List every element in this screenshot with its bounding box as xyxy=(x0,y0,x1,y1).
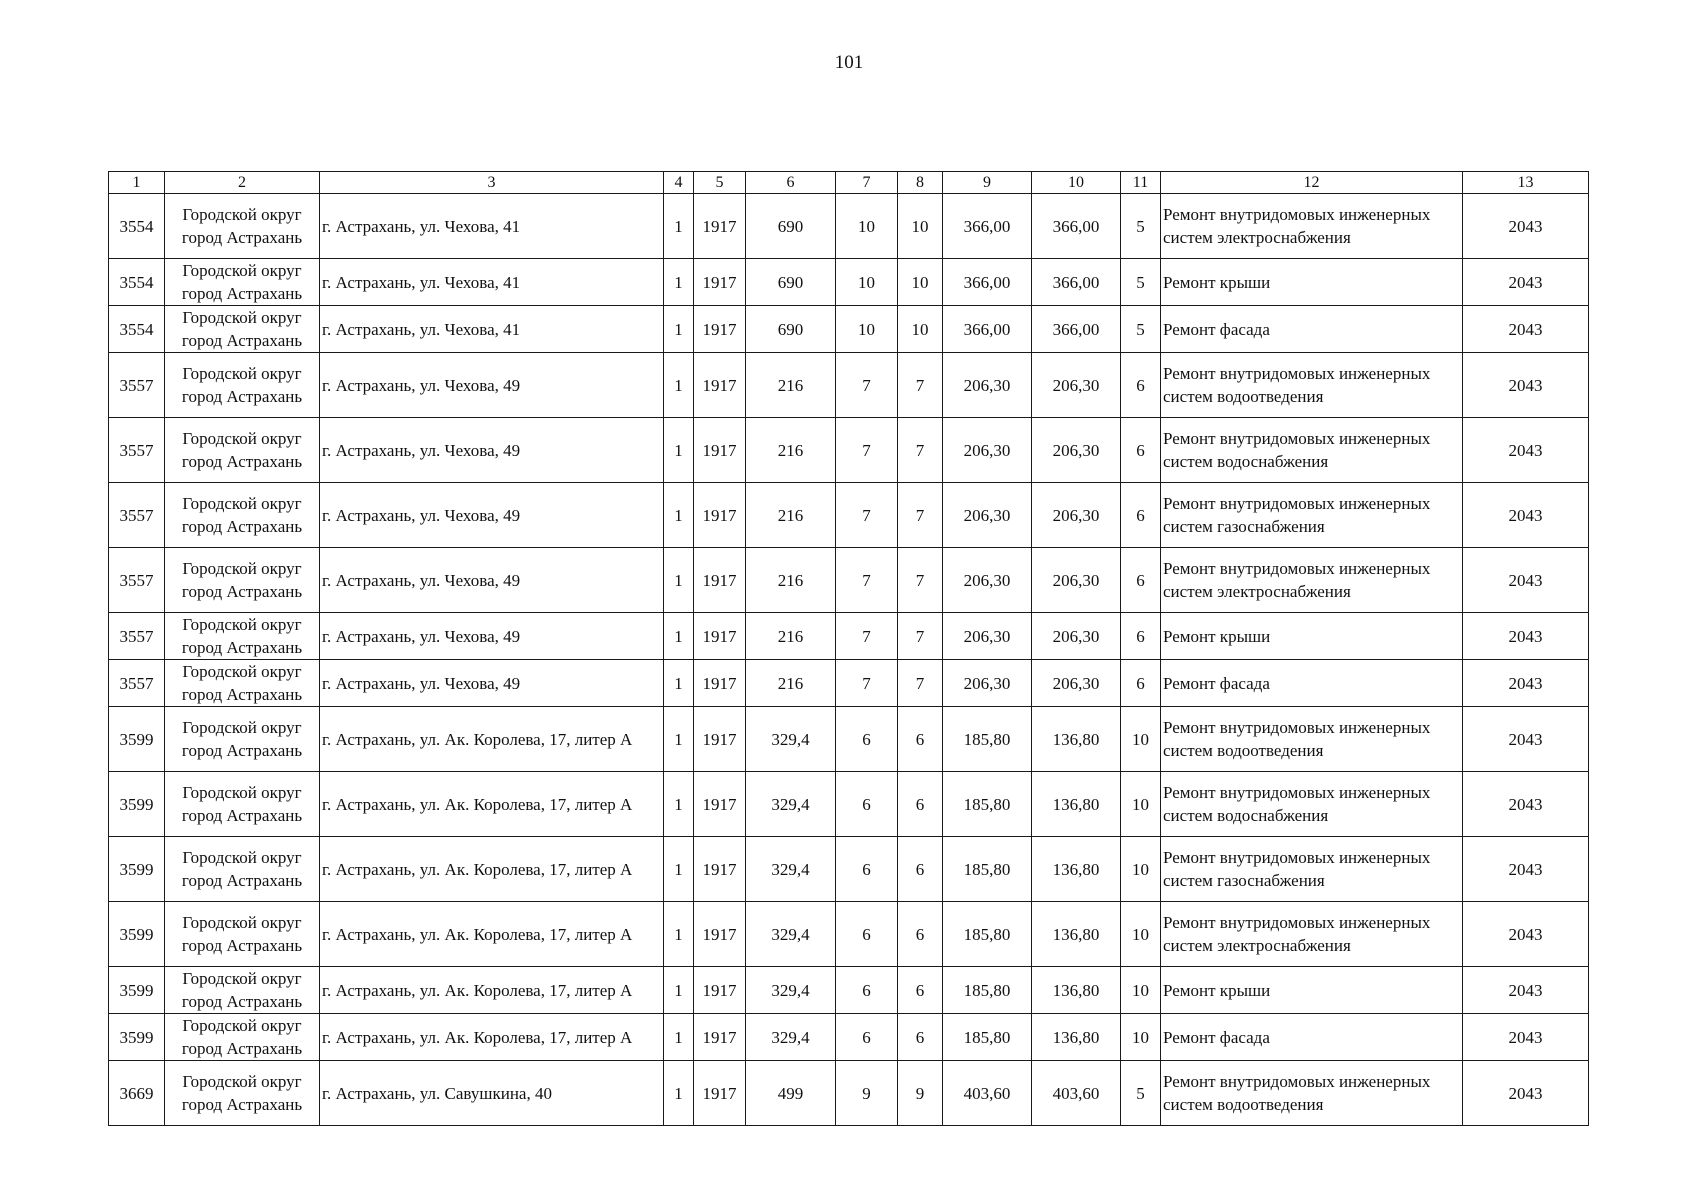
col10-cell: 403,60 xyxy=(1032,1061,1121,1126)
record-id-cell: 3554 xyxy=(109,306,165,353)
year-built-cell: 1917 xyxy=(694,418,746,483)
address-cell: г. Астрахань, ул. Чехова, 41 xyxy=(320,259,664,306)
col8-cell: 6 xyxy=(898,837,943,902)
municipality-cell: Городской округ город Астрахань xyxy=(165,772,320,837)
planned-year-cell: 2043 xyxy=(1463,660,1589,707)
col7-cell: 10 xyxy=(836,194,898,259)
col11-cell: 10 xyxy=(1121,1014,1161,1061)
column-number-header: 8 xyxy=(898,172,943,194)
col10-cell: 136,80 xyxy=(1032,772,1121,837)
col9-cell: 366,00 xyxy=(943,259,1032,306)
record-id-cell: 3669 xyxy=(109,1061,165,1126)
col7-cell: 10 xyxy=(836,306,898,353)
year-built-cell: 1917 xyxy=(694,1061,746,1126)
col10-cell: 136,80 xyxy=(1032,902,1121,967)
col10-cell: 136,80 xyxy=(1032,837,1121,902)
area-cell: 216 xyxy=(746,660,836,707)
municipality-cell: Городской округ город Астрахань xyxy=(165,707,320,772)
area-cell: 690 xyxy=(746,194,836,259)
col8-cell: 7 xyxy=(898,660,943,707)
work-type-cell: Ремонт крыши xyxy=(1161,613,1463,660)
column-number-header: 13 xyxy=(1463,172,1589,194)
address-cell: г. Астрахань, ул. Чехова, 49 xyxy=(320,353,664,418)
record-id-cell: 3554 xyxy=(109,259,165,306)
col4-cell: 1 xyxy=(664,902,694,967)
record-id-cell: 3557 xyxy=(109,483,165,548)
planned-year-cell: 2043 xyxy=(1463,418,1589,483)
col10-cell: 206,30 xyxy=(1032,613,1121,660)
column-number-header: 1 xyxy=(109,172,165,194)
area-cell: 216 xyxy=(746,418,836,483)
municipality-cell: Городской округ город Астрахань xyxy=(165,194,320,259)
col8-cell: 6 xyxy=(898,772,943,837)
col4-cell: 1 xyxy=(664,660,694,707)
area-cell: 329,4 xyxy=(746,902,836,967)
col11-cell: 5 xyxy=(1121,1061,1161,1126)
record-id-cell: 3599 xyxy=(109,902,165,967)
col7-cell: 6 xyxy=(836,967,898,1014)
address-cell: г. Астрахань, ул. Ак. Королева, 17, литер А xyxy=(320,772,664,837)
col4-cell: 1 xyxy=(664,548,694,613)
work-type-cell: Ремонт внутридомовых инженерных систем водоотведения xyxy=(1161,707,1463,772)
year-built-cell: 1917 xyxy=(694,660,746,707)
col8-cell: 10 xyxy=(898,194,943,259)
col8-cell: 9 xyxy=(898,1061,943,1126)
col4-cell: 1 xyxy=(664,772,694,837)
col9-cell: 206,30 xyxy=(943,613,1032,660)
col4-cell: 1 xyxy=(664,194,694,259)
col8-cell: 7 xyxy=(898,418,943,483)
municipality-cell: Городской округ город Астрахань xyxy=(165,353,320,418)
col4-cell: 1 xyxy=(664,306,694,353)
planned-year-cell: 2043 xyxy=(1463,353,1589,418)
col11-cell: 5 xyxy=(1121,306,1161,353)
col10-cell: 136,80 xyxy=(1032,1014,1121,1061)
col11-cell: 10 xyxy=(1121,967,1161,1014)
col10-cell: 366,00 xyxy=(1032,259,1121,306)
municipality-cell: Городской округ город Астрахань xyxy=(165,259,320,306)
area-cell: 216 xyxy=(746,483,836,548)
record-id-cell: 3599 xyxy=(109,1014,165,1061)
address-cell: г. Астрахань, ул. Ак. Королева, 17, литер А xyxy=(320,1014,664,1061)
col11-cell: 10 xyxy=(1121,707,1161,772)
table-row xyxy=(109,353,1589,418)
record-id-cell: 3557 xyxy=(109,660,165,707)
col8-cell: 6 xyxy=(898,967,943,1014)
planned-year-cell: 2043 xyxy=(1463,259,1589,306)
col10-cell: 206,30 xyxy=(1032,483,1121,548)
column-number-header: 6 xyxy=(746,172,836,194)
col10-cell: 206,30 xyxy=(1032,353,1121,418)
municipality-cell: Городской округ город Астрахань xyxy=(165,306,320,353)
col7-cell: 6 xyxy=(836,1014,898,1061)
year-built-cell: 1917 xyxy=(694,707,746,772)
col8-cell: 6 xyxy=(898,902,943,967)
col7-cell: 7 xyxy=(836,353,898,418)
area-cell: 329,4 xyxy=(746,1014,836,1061)
municipality-cell: Городской округ город Астрахань xyxy=(165,1061,320,1126)
page-number: 101 xyxy=(834,52,864,73)
col8-cell: 7 xyxy=(898,353,943,418)
year-built-cell: 1917 xyxy=(694,548,746,613)
municipality-cell: Городской округ город Астрахань xyxy=(165,418,320,483)
table-row xyxy=(109,418,1589,483)
column-number-header: 4 xyxy=(664,172,694,194)
area-cell: 329,4 xyxy=(746,707,836,772)
col7-cell: 7 xyxy=(836,660,898,707)
col10-cell: 206,30 xyxy=(1032,548,1121,613)
record-id-cell: 3599 xyxy=(109,837,165,902)
col11-cell: 10 xyxy=(1121,837,1161,902)
col9-cell: 185,80 xyxy=(943,1014,1032,1061)
record-id-cell: 3557 xyxy=(109,418,165,483)
work-type-cell: Ремонт внутридомовых инженерных систем электроснабжения xyxy=(1161,194,1463,259)
address-cell: г. Астрахань, ул. Чехова, 49 xyxy=(320,418,664,483)
work-type-cell: Ремонт внутридомовых инженерных систем водоотведения xyxy=(1161,1061,1463,1126)
col7-cell: 6 xyxy=(836,707,898,772)
record-id-cell: 3557 xyxy=(109,613,165,660)
col4-cell: 1 xyxy=(664,707,694,772)
municipality-cell: Городской округ город Астрахань xyxy=(165,548,320,613)
year-built-cell: 1917 xyxy=(694,194,746,259)
table-row xyxy=(109,483,1589,548)
planned-year-cell: 2043 xyxy=(1463,967,1589,1014)
col7-cell: 6 xyxy=(836,837,898,902)
year-built-cell: 1917 xyxy=(694,306,746,353)
col9-cell: 206,30 xyxy=(943,548,1032,613)
address-cell: г. Астрахань, ул. Чехова, 41 xyxy=(320,306,664,353)
table-row xyxy=(109,1061,1589,1126)
col11-cell: 6 xyxy=(1121,353,1161,418)
work-type-cell: Ремонт внутридомовых инженерных систем водоснабжения xyxy=(1161,418,1463,483)
col10-cell: 206,30 xyxy=(1032,660,1121,707)
record-id-cell: 3557 xyxy=(109,353,165,418)
work-type-cell: Ремонт внутридомовых инженерных систем электроснабжения xyxy=(1161,902,1463,967)
municipality-cell: Городской округ город Астрахань xyxy=(165,483,320,548)
planned-year-cell: 2043 xyxy=(1463,707,1589,772)
col11-cell: 6 xyxy=(1121,613,1161,660)
address-cell: г. Астрахань, ул. Ак. Королева, 17, литер А xyxy=(320,707,664,772)
col4-cell: 1 xyxy=(664,967,694,1014)
column-number-header: 12 xyxy=(1161,172,1463,194)
municipality-cell: Городской округ город Астрахань xyxy=(165,613,320,660)
column-number-header: 9 xyxy=(943,172,1032,194)
col10-cell: 366,00 xyxy=(1032,306,1121,353)
area-cell: 499 xyxy=(746,1061,836,1126)
column-number-header: 2 xyxy=(165,172,320,194)
col9-cell: 185,80 xyxy=(943,772,1032,837)
table-row xyxy=(109,259,1589,306)
col11-cell: 6 xyxy=(1121,418,1161,483)
col8-cell: 7 xyxy=(898,483,943,548)
col8-cell: 10 xyxy=(898,259,943,306)
record-id-cell: 3599 xyxy=(109,772,165,837)
col10-cell: 136,80 xyxy=(1032,967,1121,1014)
col7-cell: 6 xyxy=(836,772,898,837)
column-number-header: 3 xyxy=(320,172,664,194)
col11-cell: 10 xyxy=(1121,902,1161,967)
work-type-cell: Ремонт фасада xyxy=(1161,306,1463,353)
col10-cell: 136,80 xyxy=(1032,707,1121,772)
col8-cell: 6 xyxy=(898,707,943,772)
year-built-cell: 1917 xyxy=(694,1014,746,1061)
col7-cell: 7 xyxy=(836,613,898,660)
repair-schedule-table xyxy=(108,171,1589,1126)
col11-cell: 5 xyxy=(1121,194,1161,259)
col4-cell: 1 xyxy=(664,483,694,548)
area-cell: 329,4 xyxy=(746,837,836,902)
planned-year-cell: 2043 xyxy=(1463,548,1589,613)
planned-year-cell: 2043 xyxy=(1463,1061,1589,1126)
column-number-header: 11 xyxy=(1121,172,1161,194)
table-row xyxy=(109,772,1589,837)
area-cell: 329,4 xyxy=(746,967,836,1014)
record-id-cell: 3554 xyxy=(109,194,165,259)
municipality-cell: Городской округ город Астрахань xyxy=(165,902,320,967)
col9-cell: 185,80 xyxy=(943,837,1032,902)
table-row xyxy=(109,306,1589,353)
planned-year-cell: 2043 xyxy=(1463,837,1589,902)
planned-year-cell: 2043 xyxy=(1463,306,1589,353)
col9-cell: 185,80 xyxy=(943,967,1032,1014)
column-number-header: 10 xyxy=(1032,172,1121,194)
col9-cell: 185,80 xyxy=(943,902,1032,967)
work-type-cell: Ремонт крыши xyxy=(1161,967,1463,1014)
col9-cell: 206,30 xyxy=(943,353,1032,418)
col9-cell: 206,30 xyxy=(943,660,1032,707)
work-type-cell: Ремонт фасада xyxy=(1161,660,1463,707)
address-cell: г. Астрахань, ул. Ак. Королева, 17, литер А xyxy=(320,902,664,967)
col4-cell: 1 xyxy=(664,418,694,483)
address-cell: г. Астрахань, ул. Ак. Королева, 17, литер А xyxy=(320,967,664,1014)
address-cell: г. Астрахань, ул. Чехова, 49 xyxy=(320,660,664,707)
header-row xyxy=(109,172,1589,194)
col9-cell: 403,60 xyxy=(943,1061,1032,1126)
col9-cell: 366,00 xyxy=(943,194,1032,259)
planned-year-cell: 2043 xyxy=(1463,194,1589,259)
planned-year-cell: 2043 xyxy=(1463,1014,1589,1061)
record-id-cell: 3599 xyxy=(109,967,165,1014)
col8-cell: 10 xyxy=(898,306,943,353)
col4-cell: 1 xyxy=(664,1014,694,1061)
table-row xyxy=(109,967,1589,1014)
address-cell: г. Астрахань, ул. Чехова, 41 xyxy=(320,194,664,259)
col11-cell: 6 xyxy=(1121,548,1161,613)
municipality-cell: Городской округ город Астрахань xyxy=(165,967,320,1014)
municipality-cell: Городской округ город Астрахань xyxy=(165,1014,320,1061)
col4-cell: 1 xyxy=(664,353,694,418)
municipality-cell: Городской округ город Астрахань xyxy=(165,660,320,707)
municipality-cell: Городской округ город Астрахань xyxy=(165,837,320,902)
table-row xyxy=(109,548,1589,613)
col11-cell: 5 xyxy=(1121,259,1161,306)
address-cell: г. Астрахань, ул. Савушкина, 40 xyxy=(320,1061,664,1126)
work-type-cell: Ремонт внутридомовых инженерных систем газоснабжения xyxy=(1161,837,1463,902)
area-cell: 329,4 xyxy=(746,772,836,837)
col9-cell: 185,80 xyxy=(943,707,1032,772)
year-built-cell: 1917 xyxy=(694,837,746,902)
table-row xyxy=(109,194,1589,259)
planned-year-cell: 2043 xyxy=(1463,483,1589,548)
col11-cell: 10 xyxy=(1121,772,1161,837)
work-type-cell: Ремонт крыши xyxy=(1161,259,1463,306)
address-cell: г. Астрахань, ул. Чехова, 49 xyxy=(320,613,664,660)
area-cell: 216 xyxy=(746,353,836,418)
col9-cell: 206,30 xyxy=(943,483,1032,548)
table-row xyxy=(109,613,1589,660)
year-built-cell: 1917 xyxy=(694,353,746,418)
year-built-cell: 1917 xyxy=(694,772,746,837)
year-built-cell: 1917 xyxy=(694,967,746,1014)
table-row xyxy=(109,707,1589,772)
record-id-cell: 3557 xyxy=(109,548,165,613)
column-number-header: 5 xyxy=(694,172,746,194)
record-id-cell: 3599 xyxy=(109,707,165,772)
address-cell: г. Астрахань, ул. Ак. Королева, 17, литер А xyxy=(320,837,664,902)
table-row xyxy=(109,837,1589,902)
col7-cell: 6 xyxy=(836,902,898,967)
table-row xyxy=(109,902,1589,967)
planned-year-cell: 2043 xyxy=(1463,902,1589,967)
work-type-cell: Ремонт внутридомовых инженерных систем электроснабжения xyxy=(1161,548,1463,613)
col4-cell: 1 xyxy=(664,837,694,902)
col11-cell: 6 xyxy=(1121,483,1161,548)
planned-year-cell: 2043 xyxy=(1463,772,1589,837)
col4-cell: 1 xyxy=(664,1061,694,1126)
work-type-cell: Ремонт внутридомовых инженерных систем водоснабжения xyxy=(1161,772,1463,837)
col8-cell: 6 xyxy=(898,1014,943,1061)
column-number-header: 7 xyxy=(836,172,898,194)
col8-cell: 7 xyxy=(898,548,943,613)
year-built-cell: 1917 xyxy=(694,259,746,306)
col7-cell: 9 xyxy=(836,1061,898,1126)
col7-cell: 7 xyxy=(836,483,898,548)
address-cell: г. Астрахань, ул. Чехова, 49 xyxy=(320,548,664,613)
work-type-cell: Ремонт фасада xyxy=(1161,1014,1463,1061)
year-built-cell: 1917 xyxy=(694,483,746,548)
col7-cell: 7 xyxy=(836,548,898,613)
col10-cell: 206,30 xyxy=(1032,418,1121,483)
area-cell: 216 xyxy=(746,548,836,613)
address-cell: г. Астрахань, ул. Чехова, 49 xyxy=(320,483,664,548)
work-type-cell: Ремонт внутридомовых инженерных систем газоснабжения xyxy=(1161,483,1463,548)
col11-cell: 6 xyxy=(1121,660,1161,707)
col10-cell: 366,00 xyxy=(1032,194,1121,259)
table-row xyxy=(109,660,1589,707)
table-row xyxy=(109,1014,1589,1061)
col4-cell: 1 xyxy=(664,259,694,306)
year-built-cell: 1917 xyxy=(694,902,746,967)
area-cell: 690 xyxy=(746,259,836,306)
col9-cell: 206,30 xyxy=(943,418,1032,483)
col7-cell: 7 xyxy=(836,418,898,483)
col8-cell: 7 xyxy=(898,613,943,660)
planned-year-cell: 2043 xyxy=(1463,613,1589,660)
col4-cell: 1 xyxy=(664,613,694,660)
area-cell: 690 xyxy=(746,306,836,353)
col9-cell: 366,00 xyxy=(943,306,1032,353)
col7-cell: 10 xyxy=(836,259,898,306)
area-cell: 216 xyxy=(746,613,836,660)
year-built-cell: 1917 xyxy=(694,613,746,660)
work-type-cell: Ремонт внутридомовых инженерных систем водоотведения xyxy=(1161,353,1463,418)
